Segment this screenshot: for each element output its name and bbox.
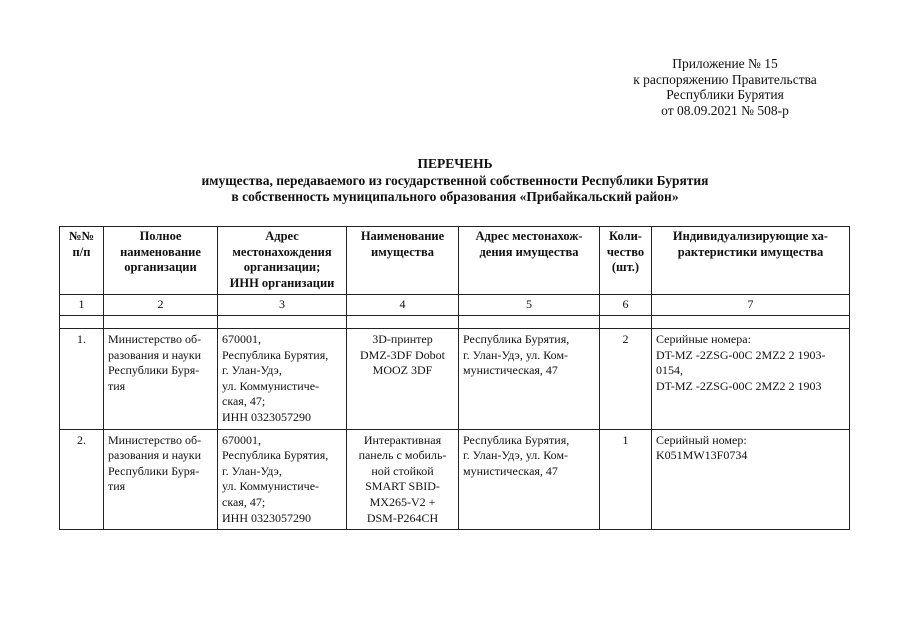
cell-line: ИНН организации xyxy=(229,275,335,290)
header-org-address xyxy=(218,227,347,295)
cell-line: разования и науки xyxy=(108,448,202,463)
quantity-cell: 1 xyxy=(600,429,652,530)
cell-line: наименование xyxy=(120,244,201,259)
cell-line: DT-MZ -2ZSG-00C 2MZ2 2 1903- xyxy=(656,347,826,362)
cell-line: панель с мобиль- xyxy=(358,448,447,463)
cell-line: Коли- xyxy=(609,229,642,243)
header-characteristics xyxy=(652,227,850,295)
table-row xyxy=(60,429,850,530)
header-organization xyxy=(104,227,218,295)
cell-line: организации xyxy=(124,260,197,275)
cell-line: дения имущества xyxy=(479,244,579,259)
title-line: ПЕРЕЧЕНЬ xyxy=(417,156,493,171)
cell-line: Адрес местонахож- xyxy=(475,229,583,243)
appendix-line: Приложение № 15 xyxy=(672,56,778,71)
title-line: имущества, передаваемого из государственной собственности Республики Бурятия xyxy=(201,172,709,188)
header-quantity xyxy=(600,227,652,295)
org-address-cell xyxy=(218,429,347,530)
cell-line: тия xyxy=(108,378,126,393)
column-number: 7 xyxy=(652,295,850,316)
item-name-cell xyxy=(347,429,459,530)
cell-line: местонахождения xyxy=(232,244,332,259)
cell-line: Республики Буря- xyxy=(108,363,200,378)
column-number: 5 xyxy=(459,295,600,316)
cell-line: Министерство об- xyxy=(108,331,202,346)
cell-line: Серийный номер: xyxy=(656,432,747,447)
cell-line: мунистическая, 47 xyxy=(463,363,558,378)
organization-cell xyxy=(104,328,218,429)
cell-line: Республика Бурятия, xyxy=(222,347,329,362)
cell-line: имущества xyxy=(371,244,434,259)
cell-line: Индивидуализирующие ха- xyxy=(672,229,829,243)
cell-line: Республика Бурятия, xyxy=(222,448,329,463)
cell-line: Республика Бурятия, xyxy=(463,432,570,447)
cell-line: г. Улан-Удэ, ул. Ком- xyxy=(463,448,569,463)
header-number xyxy=(60,227,104,295)
cell-line: разования и науки xyxy=(108,347,202,362)
cell-line: г. Улан-Удэ, xyxy=(222,463,282,478)
cell-line: ул. Коммунистиче- xyxy=(222,479,320,494)
spacer-cell xyxy=(60,315,104,328)
cell-line: №№ xyxy=(68,229,95,243)
cell-line: SMART SBID- xyxy=(365,479,440,494)
cell-line: ИНН 0323057290 xyxy=(222,409,311,424)
cell-line: 670001, xyxy=(222,331,261,346)
appendix-line: Республики Бурятия xyxy=(666,87,784,102)
cell-line: тия xyxy=(108,479,126,494)
cell-line: Полное xyxy=(139,229,182,243)
column-number: 3 xyxy=(218,295,347,316)
org-address-cell xyxy=(218,328,347,429)
cell-line: DSM-P264CH xyxy=(366,510,439,525)
cell-line: Наименование xyxy=(360,229,445,243)
column-number: 2 xyxy=(104,295,218,316)
document-title xyxy=(60,156,850,206)
property-table xyxy=(59,226,850,530)
row-number: 2. xyxy=(60,429,104,530)
row-number: 1. xyxy=(60,328,104,429)
item-name-cell xyxy=(347,328,459,429)
item-address-cell xyxy=(459,328,600,429)
organization-cell xyxy=(104,429,218,530)
cell-line: 670001, xyxy=(222,432,261,447)
spacer-cell xyxy=(104,315,218,328)
cell-line: ул. Коммунистиче- xyxy=(222,378,320,393)
cell-line: DMZ-3DF Dobot xyxy=(359,347,445,362)
cell-line: Адрес xyxy=(265,229,299,243)
cell-line: ская, 47; xyxy=(222,494,266,509)
cell-line: 0154, xyxy=(656,363,683,378)
cell-line: ной стойкой xyxy=(371,463,434,478)
column-number: 6 xyxy=(600,295,652,316)
spacer-cell xyxy=(347,315,459,328)
cell-line: K051MW13F0734 xyxy=(656,448,748,463)
characteristics-cell xyxy=(652,328,850,429)
header-item-address xyxy=(459,227,600,295)
header-item-name xyxy=(347,227,459,295)
cell-line: (шт.) xyxy=(611,260,640,275)
cell-line: MOOZ 3DF xyxy=(372,363,433,378)
cell-line: 3D-принтер xyxy=(372,331,433,346)
appendix-line: от 08.09.2021 № 508-р xyxy=(661,102,789,118)
cell-line: организации; xyxy=(243,260,321,275)
cell-line: Интерактивная xyxy=(363,432,442,447)
row-spacer xyxy=(60,315,850,328)
spacer-cell xyxy=(218,315,347,328)
header-row xyxy=(60,227,850,295)
column-number-row xyxy=(60,295,850,316)
characteristics-cell xyxy=(652,429,850,530)
spacer-cell xyxy=(459,315,600,328)
cell-line: рактеристики имущества xyxy=(677,244,824,259)
title-line: в собственность муниципального образования «Прибайкальский район» xyxy=(231,189,679,204)
spacer-cell xyxy=(600,315,652,328)
cell-line: Министерство об- xyxy=(108,432,202,447)
cell-line: п/п xyxy=(72,244,91,259)
cell-line: Республика Бурятия, xyxy=(463,331,570,346)
spacer-cell xyxy=(652,315,850,328)
appendix-block xyxy=(580,56,870,118)
cell-line: г. Улан-Удэ, ул. Ком- xyxy=(463,347,569,362)
table-row xyxy=(60,328,850,429)
cell-line: мунистическая, 47 xyxy=(463,463,558,478)
cell-line: г. Улан-Удэ, xyxy=(222,363,282,378)
quantity-cell: 2 xyxy=(600,328,652,429)
cell-line: Серийные номера: xyxy=(656,331,751,346)
cell-line: Республики Буря- xyxy=(108,463,200,478)
cell-line: ИНН 0323057290 xyxy=(222,510,311,525)
column-number: 4 xyxy=(347,295,459,316)
column-number: 1 xyxy=(60,295,104,316)
appendix-line: к распоряжению Правительства xyxy=(633,71,817,87)
cell-line: ская, 47; xyxy=(222,394,266,409)
cell-line: DT-MZ -2ZSG-00C 2MZ2 2 1903 xyxy=(656,378,822,393)
cell-line: чество xyxy=(606,244,645,259)
cell-line: MX265-V2 + xyxy=(369,494,436,509)
item-address-cell xyxy=(459,429,600,530)
